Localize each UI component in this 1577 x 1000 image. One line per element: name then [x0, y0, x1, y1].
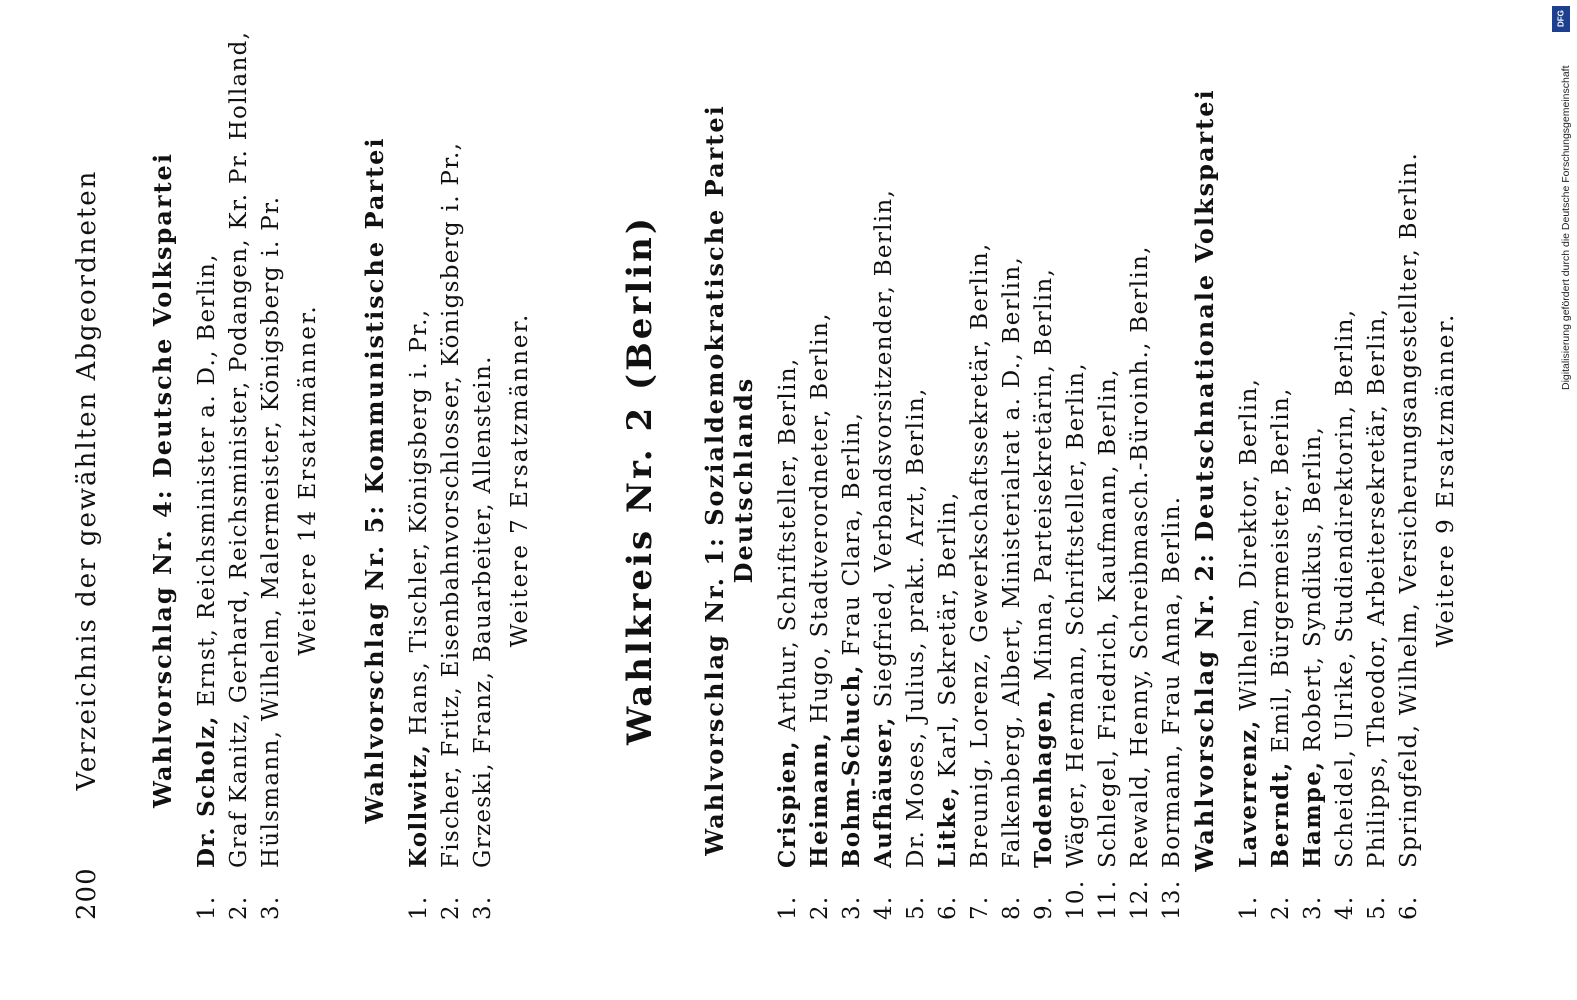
entry-number: 2.: [807, 895, 833, 920]
entry-surname: Bohm-Schuch,: [838, 664, 865, 868]
candidate-entry: [1124, 40, 1156, 920]
entry-details: Bormann, Frau Anna, Berlin.: [1159, 495, 1185, 868]
entry-surname: Aufhäuser,: [870, 716, 897, 868]
entry-number: 11.: [1095, 879, 1121, 920]
candidate-entry: [1092, 40, 1124, 920]
entry-number: 4.: [1332, 895, 1358, 920]
entry-number: 12.: [1127, 879, 1153, 920]
entry-number: 2.: [1268, 895, 1294, 920]
entry-number: 6.: [1396, 895, 1422, 920]
page-header: [72, 40, 112, 920]
section-dvp-ostpreussen: [148, 30, 324, 920]
entry-number: 6.: [935, 895, 961, 920]
district-block: [620, 40, 660, 920]
candidate-entry: [1361, 40, 1393, 920]
candidate-entry: [836, 40, 868, 920]
candidate-entry: [868, 40, 900, 920]
entry-details: Hugo, Stadtverordneter, Berlin,: [807, 312, 833, 732]
entry-surname: Kollwitz,: [405, 743, 432, 868]
substitute-count: Weitere 9 Ersatzmänner.: [1433, 312, 1459, 648]
candidate-entry: [932, 40, 964, 920]
candidate-entry: [191, 40, 223, 920]
entry-details: Minna, Parteisekretärin, Berlin,: [1031, 267, 1057, 690]
entry-number: 1.: [775, 895, 801, 920]
credit-text: Digitalisierung gefördert durch die Deutsche Forschungsgemeinschaft: [1560, 65, 1572, 390]
entry-number: 10.: [1063, 879, 1089, 920]
entry-details: Siegfried, Verbandsvorsitzender, Berlin,: [871, 188, 897, 717]
entry-details: Breunig, Lorenz, Gewerkschaftssekretär, Berlin,: [967, 242, 993, 868]
candidate-entry: [1028, 40, 1060, 920]
candidate-entry: [964, 40, 996, 920]
entry-number: 7.: [967, 895, 993, 920]
candidate-entry: [900, 40, 932, 920]
entry-number: 13.: [1159, 879, 1185, 920]
candidate-entry: [467, 40, 499, 920]
candidate-entry: [1297, 40, 1329, 920]
page-number: 200: [72, 867, 102, 920]
candidate-list: [403, 40, 499, 920]
entry-number: 1.: [194, 895, 220, 920]
entry-number: 2.: [226, 895, 252, 920]
candidate-entry: [1060, 40, 1092, 920]
entry-surname: Litke,: [934, 786, 961, 868]
candidate-list: [1233, 40, 1425, 920]
entry-surname: Crispien,: [774, 740, 801, 868]
entry-surname: Todenhagen,: [1030, 689, 1057, 868]
entry-number: 3.: [1300, 895, 1326, 920]
section-heading: Wahlvorschlag Nr. 5: Kommunistische Partei: [360, 136, 389, 824]
entry-details: Emil, Bürgermeister, Berlin,: [1268, 387, 1294, 762]
candidate-entry: [403, 40, 435, 920]
entry-number: 3.: [839, 895, 865, 920]
section-kpd-ostpreussen: [360, 40, 536, 920]
entry-surname: Hampe,: [1299, 760, 1326, 868]
entry-details: Rewald, Henny, Schreibmasch.-Büroinh., Berlin,: [1127, 245, 1153, 868]
entry-surname: Dr. Scholz,: [193, 715, 220, 868]
entry-details: Hans, Tischler, Königsberg i. Pr.,: [406, 308, 432, 744]
entry-details: Frau Clara, Berlin,: [839, 411, 865, 665]
entry-number: 1.: [1236, 895, 1262, 920]
section-dnvp-berlin: [1190, 40, 1462, 920]
entry-details: Ernst, Reichsminister a. D., Berlin,: [194, 253, 220, 716]
section-heading: Wahlvorschlag Nr. 1: Sozialdemokratische Partei Deutschlands: [700, 104, 758, 856]
candidate-entry: [255, 40, 287, 920]
running-title: Verzeichnis der gewählten Abgeordneten: [72, 169, 102, 791]
entry-details: Schlegel, Friedrich, Kaufmann, Berlin,: [1095, 368, 1121, 868]
entry-details: Robert, Syndikus, Berlin,: [1300, 425, 1326, 761]
candidate-entry: [996, 40, 1028, 920]
entry-details: Dr. Moses, Julius, prakt. Arzt, Berlin,: [903, 387, 929, 868]
candidate-entry: [1393, 40, 1425, 920]
dfg-logo: DFG: [1552, 6, 1570, 32]
candidate-entry: [223, 30, 255, 920]
entry-surname: Heimann,: [806, 731, 833, 868]
entry-details: Philipps, Theodor, Arbeitersekretär, Berlin,: [1364, 307, 1390, 868]
entry-surname: Berndt,: [1267, 761, 1294, 868]
digitization-credit: [1546, 0, 1576, 1000]
district-heading: Wahlkreis Nr. 2 (Berlin): [620, 215, 660, 745]
entry-details: Karl, Sekretär, Berlin,: [935, 491, 961, 787]
entry-details: Grzeski, Franz, Bauarbeiter, Allenstein.: [470, 355, 496, 868]
entry-details: Arthur, Schriftsteller, Berlin,: [775, 357, 801, 740]
candidate-entry: [804, 40, 836, 920]
candidate-entry: [1265, 40, 1297, 920]
entry-number: 3.: [470, 895, 496, 920]
entry-details: Fischer, Fritz, Eisenbahnvorschlosser, Königsberg i. Pr.,: [438, 141, 464, 868]
candidate-entry: [1329, 40, 1361, 920]
candidate-list: [772, 40, 1188, 920]
substitute-count: Weitere 7 Ersatzmänner.: [507, 312, 533, 648]
entry-number: 5.: [903, 895, 929, 920]
entry-details: Hülsmann, Wilhelm, Malermeister, Königsberg i. Pr.: [258, 195, 284, 868]
candidate-entry: [1233, 40, 1265, 920]
entry-number: 2.: [438, 895, 464, 920]
entry-details: Wilhelm, Direktor, Berlin,: [1236, 377, 1262, 720]
candidate-entry: [772, 40, 804, 920]
entry-surname: Laverrenz,: [1235, 719, 1262, 868]
entry-details: Scheidel, Ulrike, Studiendirektorin, Berlin,: [1332, 308, 1358, 868]
entry-number: 4.: [871, 895, 897, 920]
entry-number: 9.: [1031, 895, 1057, 920]
substitute-count: Weitere 14 Ersatzmänner.: [295, 304, 321, 656]
entry-number: 1.: [406, 895, 432, 920]
entry-number: 5.: [1364, 895, 1390, 920]
entry-details: Falkenberg, Albert, Ministerialrat a. D., Berlin,: [999, 255, 1025, 868]
entry-number: 3.: [258, 895, 284, 920]
section-heading: Wahlvorschlag Nr. 4: Deutsche Volkspartei: [148, 152, 177, 808]
candidate-entry: [435, 40, 467, 920]
section-spd-berlin: [700, 40, 1188, 920]
candidate-list: [191, 30, 287, 920]
section-heading: Wahlvorschlag Nr. 2: Deutschnationale Volkspartei: [1190, 88, 1219, 872]
candidate-entry: [1156, 40, 1188, 920]
entry-number: 8.: [999, 895, 1025, 920]
entry-details: Graf Kanitz, Gerhard, Reichsminister, Podangen, Kr. Pr. Holland,: [226, 30, 252, 868]
entry-details: Springfeld, Wilhelm, Versicherungsangestellter, Berlin.: [1396, 151, 1422, 868]
entry-details: Wäger, Hermann, Schriftsteller, Berlin,: [1063, 362, 1089, 868]
